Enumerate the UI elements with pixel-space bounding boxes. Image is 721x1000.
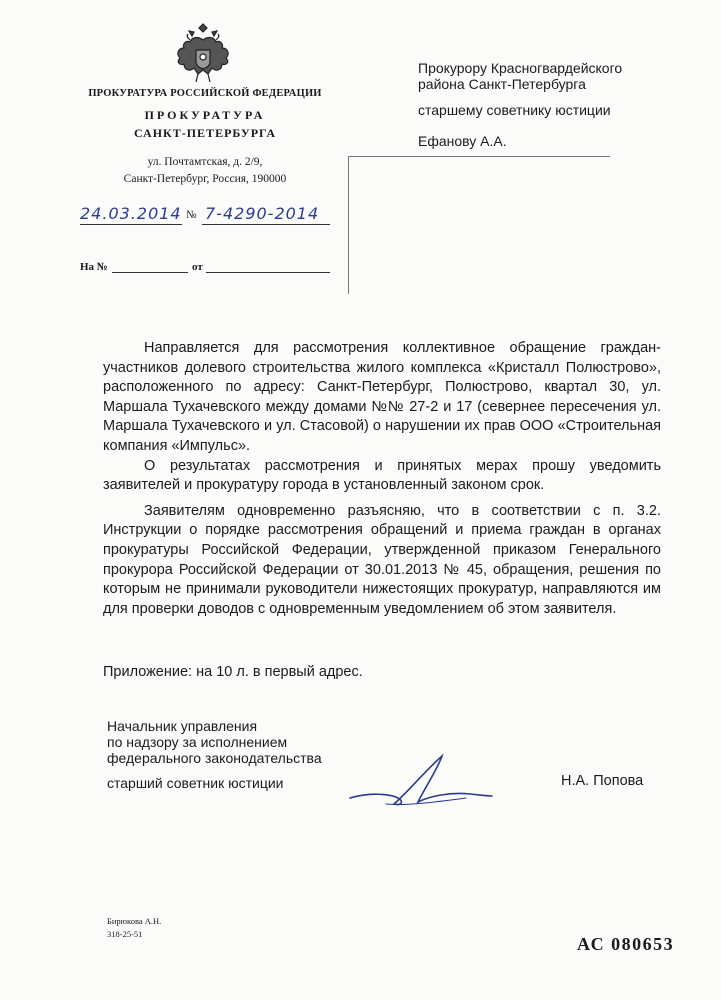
executor-phone: 318-25-51 — [107, 929, 143, 939]
date-underline — [80, 224, 182, 225]
org-line2: ПРОКУРАТУРА — [144, 108, 266, 122]
address-line2: Санкт-Петербург, Россия, 190000 — [123, 173, 287, 185]
body-paragraph-2: О результатах рассмотрения и принятых мерах прошу уведомить заявителей и прокуратуру города в установленный законом срок. — [103, 457, 661, 494]
signatory-name: Н.А. Попова — [561, 773, 644, 789]
addressee-line2: района Санкт-Петербурга — [418, 76, 586, 92]
reference-underline — [112, 272, 188, 273]
address-bracket-horizontal — [348, 156, 610, 157]
org-line3: САНКТ-ПЕТЕРБУРГА — [133, 126, 277, 140]
registration-number: 7-4290-2014 — [205, 204, 320, 223]
addressee-line3: старшему советнику юстиции — [418, 102, 611, 118]
body-paragraph-3: Заявителям одновременно разъясняю, что в соответствии с п. 3.2. Инструкции о порядке рассмотрения обращений и приема граждан в органах прокуратуры Российской Федерации, утвержденной приказом Генерального прокурора Российской Федерации от 30.01.2013 № 45, обращения, решения по которым не принимали руководители нижестоящих прокуратур, направляются им для проверки доводов с одновременным уведомлением об этом заявителя. — [103, 502, 661, 617]
handwritten-signature-icon — [346, 752, 496, 814]
position-line2: по надзору за исполнением — [107, 734, 288, 750]
registration-number-label: № — [186, 209, 197, 221]
address-line1: ул. Почтамтская, д. 2/9, — [147, 156, 263, 168]
letter-body — [103, 339, 661, 619]
reference-from-label: от — [192, 261, 203, 273]
attachment-note: Приложение: на 10 л. в первый адрес. — [103, 664, 363, 680]
org-line1: ПРОКУРАТУРА РОССИЙСКОЙ ФЕДЕРАЦИИ — [88, 88, 322, 99]
body-paragraph-1: Направляется для рассмотрения коллективное обращение граждан-участников долевого строительства жилого комплекса «Кристалл Полюстрово», расположенного по адресу: Санкт-Петербург, Полюстрово, квартал 30, ул. Маршала Тухачевского между домами №№ 27-2 и 17 (севернее пересечения ул. Маршала Тухачевского и ул. Стасовой) о нарушении их прав ООО «Строительная компания «Импульс». — [103, 340, 661, 454]
reference-date-underline — [206, 272, 330, 273]
number-underline — [202, 224, 330, 225]
signatory-rank: старший советник юстиции — [107, 775, 284, 791]
position-line3: федерального законодательства — [107, 750, 322, 766]
reference-label: На № — [80, 261, 108, 273]
address-bracket-vertical — [348, 156, 349, 294]
addressee-name: Ефанову А.А. — [418, 133, 507, 149]
executor-name: Бирюкова А.Н. — [107, 916, 162, 926]
signatory-position — [107, 718, 322, 766]
double-headed-eagle-emblem-icon — [172, 22, 234, 86]
form-serial-number: АС 080653 — [577, 934, 675, 954]
addressee-line1: Прокурору Красногвардейского — [418, 60, 623, 76]
position-line1: Начальник управления — [107, 718, 258, 734]
registration-date: 24.03.2014 — [80, 204, 182, 223]
